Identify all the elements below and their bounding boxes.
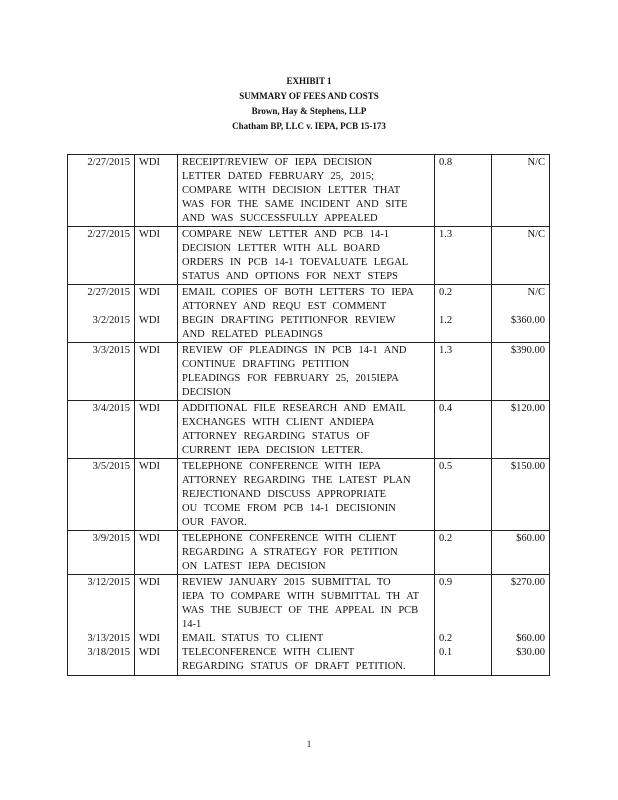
row-description: RECEIPT/REVIEW OF IEPA DECISION LETTER DATED FEBRUARY 25, 2015; COMPARE WITH DECISION LETTER THAT WAS FOR THE SAME INCIDENT AND SITE AND WAS SUCCESSFULLY APPEALED (178, 155, 435, 227)
table-row (68, 531, 550, 575)
firm-name: Brown, Hay & Stephens, LLP (251, 106, 367, 116)
row-hours: 0.4 (435, 401, 492, 459)
summary-title: SUMMARY OF FEES AND COSTS (239, 91, 379, 101)
row-amount: N/C (492, 155, 550, 227)
row-date: 3/4/2015 (68, 401, 135, 459)
row-amount: $120.00 (492, 401, 550, 459)
exhibit-title: EXHIBIT 1 (286, 76, 332, 86)
table-row (68, 285, 550, 343)
row-description: TELEPHONE CONFERENCE WITH CLIENT REGARDING A STRATEGY FOR PETITION ON LATEST IEPA DECISION (178, 531, 435, 575)
table-row (68, 227, 550, 285)
row-initials: WDI (135, 531, 178, 575)
row-description: REVIEW JANUARY 2015 SUBMITTAL TO IEPA TO COMPARE WITH SUBMITTAL TH AT WAS THE SUBJECT OF THE APPEAL IN PCB 14-1 EMAIL STATUS TO CLIENT TELECONFERENCE WITH CLIENT REGARDING STATUS OF DRAFT PETITION. (178, 575, 435, 676)
row-amount: $60.00 (492, 531, 550, 575)
row-initials: WDI (135, 343, 178, 401)
row-amount: $390.00 (492, 343, 550, 401)
row-amount: N/C (492, 227, 550, 285)
row-initials: WDI (135, 227, 178, 285)
row-hours: 1.3 (435, 227, 492, 285)
row-initials: WDI (135, 401, 178, 459)
row-initials: WDI (135, 155, 178, 227)
fees-table (67, 154, 550, 676)
row-date: 3/12/2015 3/13/2015 3/18/2015 (68, 575, 135, 676)
row-initials: WDI WDI (135, 285, 178, 343)
table-row (68, 575, 550, 676)
table-row (68, 155, 550, 227)
row-hours: 0.9 0.2 0.1 (435, 575, 492, 676)
row-date: 2/27/2015 3/2/2015 (68, 285, 135, 343)
row-date: 2/27/2015 (68, 155, 135, 227)
row-date: 3/9/2015 (68, 531, 135, 575)
table-row (68, 401, 550, 459)
row-date: 3/3/2015 (68, 343, 135, 401)
row-hours: 0.2 1.2 (435, 285, 492, 343)
table-row (68, 459, 550, 531)
row-initials: WDI WDI WDI (135, 575, 178, 676)
row-description: REVIEW OF PLEADINGS IN PCB 14-1 AND CONTINUE DRAFTING PETITION PLEADINGS FOR FEBRUARY 25, 2015IEPA DECISION (178, 343, 435, 401)
row-description: ADDITIONAL FILE RESEARCH AND EMAIL EXCHANGES WITH CLIENT ANDIEPA ATTORNEY REGARDING STATUS OF CURRENT IEPA DECISION LETTER. (178, 401, 435, 459)
row-hours: 0.8 (435, 155, 492, 227)
table-row (68, 343, 550, 401)
row-amount: N/C $360.00 (492, 285, 550, 343)
fees-table-body (68, 155, 550, 676)
exhibit-header (0, 74, 618, 134)
row-hours: 0.5 (435, 459, 492, 531)
row-amount: $150.00 (492, 459, 550, 531)
row-date: 3/5/2015 (68, 459, 135, 531)
row-description: COMPARE NEW LETTER AND PCB 14-1 DECISION LETTER WITH ALL BOARD ORDERS IN PCB 14-1 TOEVALUATE LEGAL STATUS AND OPTIONS FOR NEXT STEPS (178, 227, 435, 285)
row-hours: 1.3 (435, 343, 492, 401)
row-amount: $270.00 $60.00 $30.00 (492, 575, 550, 676)
row-description: EMAIL COPIES OF BOTH LETTERS TO IEPA ATTORNEY AND REQU EST COMMENT BEGIN DRAFTING PETITIONFOR REVIEW AND RELATED PLEADINGS (178, 285, 435, 343)
row-hours: 0.2 (435, 531, 492, 575)
page-number: 1 (306, 739, 312, 749)
row-date: 2/27/2015 (68, 227, 135, 285)
row-initials: WDI (135, 459, 178, 531)
case-caption: Chatham BP, LLC v. IEPA, PCB 15-173 (232, 121, 386, 131)
row-description: TELEPHONE CONFERENCE WITH IEPA ATTORNEY REGARDING THE LATEST PLAN REJECTIONAND DISCUSS APPROPRIATE OU TCOME FROM PCB 14-1 DECISIONIN OUR FAVOR. (178, 459, 435, 531)
